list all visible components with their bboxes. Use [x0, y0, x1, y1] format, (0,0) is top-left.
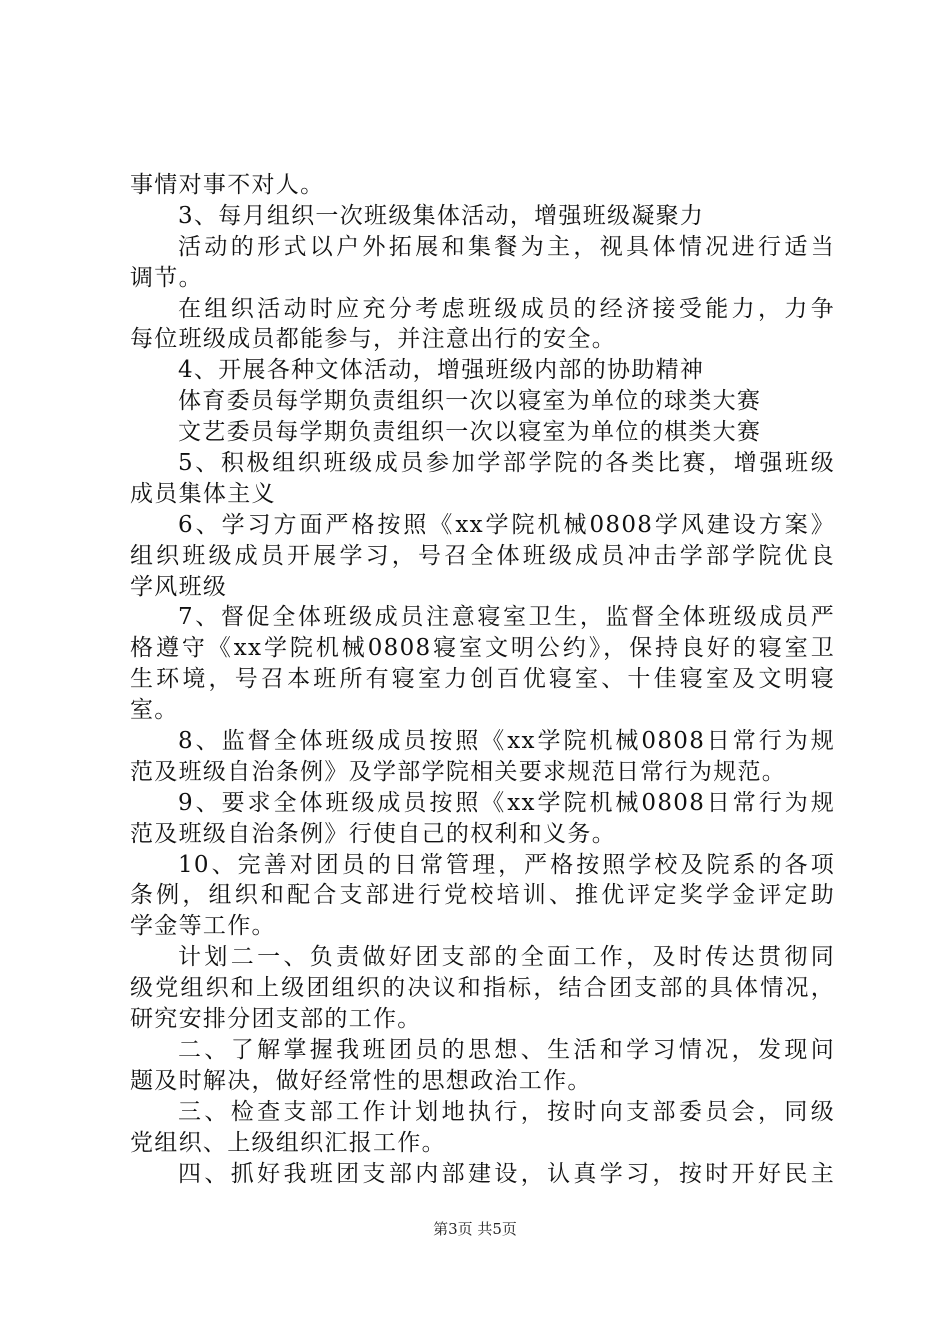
text-line: 四、抓好我班团支部内部建设，认真学习，按时开好民主 [178, 1160, 835, 1187]
text-line: 生环境，号召本班所有寝室力创百优寝室、十佳寝室及文明寝 [130, 666, 835, 693]
text-line: 二、了解掌握我班团员的思想、生活和学习情况，发现问 [178, 1036, 835, 1063]
text-line: 室。 [130, 697, 179, 724]
text-line: 在组织活动时应充分考虑班级成员的经济接受能力，力争 [178, 295, 835, 322]
text-line: 5、积极组织班级成员参加学部学院的各类比赛，增强班级 [178, 450, 835, 477]
text-line: 三、检查支部工作计划地执行，按时向支部委员会，同级 [178, 1098, 835, 1125]
text-line: 7、督促全体班级成员注意寝室卫生，监督全体班级成员严 [178, 604, 835, 631]
text-line: 范及班级自治条例》及学部学院相关要求规范日常行为规范。 [130, 758, 787, 785]
text-line: 文艺委员每学期负责组织一次以寝室为单位的棋类大赛 [178, 419, 762, 446]
text-line: 格遵守《xx学院机械0808寝室文明公约》，保持良好的寝室卫 [130, 635, 835, 662]
text-line: 级党组织和上级团组织的决议和指标，结合团支部的具体情况， [130, 975, 835, 1002]
text-line: 研究安排分团支部的工作。 [130, 1006, 422, 1033]
text-line: 9、要求全体班级成员按照《xx学院机械0808日常行为规 [178, 789, 835, 816]
text-line: 党组织、上级组织汇报工作。 [130, 1129, 446, 1156]
text-line: 题及时解决，做好经常性的思想政治工作。 [130, 1067, 592, 1094]
document-body [130, 170, 835, 1189]
text-line: 活动的形式以户外拓展和集餐为主，视具体情况进行适当 [178, 233, 835, 260]
text-line: 10、完善对团员的日常管理，严格按照学校及院系的各项 [178, 851, 835, 878]
text-line: 每位班级成员都能参与，并注意出行的安全。 [130, 326, 616, 353]
text-line: 组织班级成员开展学习，号召全体班级成员冲击学部学院优良 [130, 542, 835, 569]
text-line: 学金等工作。 [130, 913, 276, 940]
text-line: 事情对事不对人。 [130, 172, 325, 198]
text-line: 成员集体主义 [130, 480, 276, 507]
text-line: 8、监督全体班级成员按照《xx学院机械0808日常行为规 [178, 728, 835, 755]
text-line: 计划二一、负责做好团支部的全面工作，及时传达贯彻同 [178, 944, 835, 971]
text-line: 体育委员每学期负责组织一次以寝室为单位的球类大赛 [178, 388, 762, 415]
text-line: 学风班级 [130, 573, 228, 600]
page-footer: 第3页 共5页 [433, 1220, 517, 1238]
text-line: 条例，组织和配合支部进行党校培训、推优评定奖学金评定助 [130, 882, 835, 909]
text-line: 6、学习方面严格按照《xx学院机械0808学风建设方案》 [178, 511, 835, 538]
text-line: 调节。 [130, 264, 203, 291]
text-line: 3、每月组织一次班级集体活动，增强班级凝聚力 [178, 202, 705, 229]
text-line: 范及班级自治条例》行使自己的权利和义务。 [130, 820, 616, 847]
text-line: 4、开展各种文体活动，增强班级内部的协助精神 [178, 357, 705, 384]
